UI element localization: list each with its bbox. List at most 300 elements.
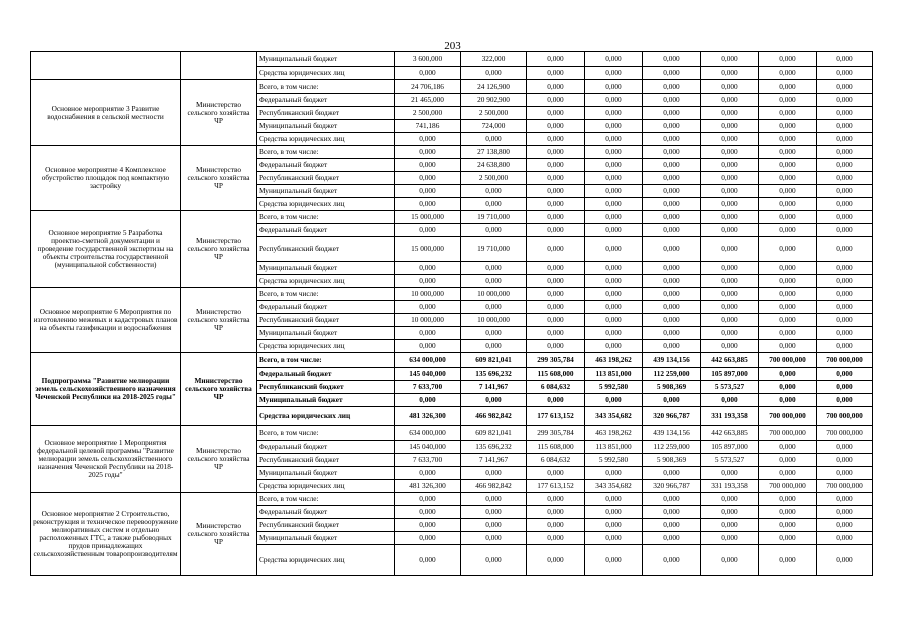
amount-cell: 0,000 <box>701 519 759 532</box>
amount-cell: 0,000 <box>461 506 527 519</box>
amount-cell: 0,000 <box>817 506 873 519</box>
amount-cell: 0,000 <box>817 159 873 172</box>
amount-cell: 7 633,700 <box>395 454 461 467</box>
funding-source-cell: Всего, в том числе: <box>257 353 395 368</box>
amount-cell: 0,000 <box>759 394 817 407</box>
funding-source-cell: Средства юридических лиц <box>257 340 395 353</box>
amount-cell: 0,000 <box>527 493 585 506</box>
amount-cell: 320 966,787 <box>643 407 701 426</box>
amount-cell: 0,000 <box>759 454 817 467</box>
amount-cell: 0,000 <box>701 107 759 120</box>
funding-source-cell: Республиканский бюджет <box>257 381 395 394</box>
amount-cell: 299 305,784 <box>527 426 585 441</box>
amount-cell: 0,000 <box>395 172 461 185</box>
amount-cell: 0,000 <box>643 262 701 275</box>
amount-cell: 115 608,000 <box>527 368 585 381</box>
amount-cell: 0,000 <box>701 532 759 545</box>
amount-cell: 0,000 <box>817 327 873 340</box>
amount-cell: 0,000 <box>817 107 873 120</box>
amount-cell: 0,000 <box>585 327 643 340</box>
amount-cell: 0,000 <box>395 532 461 545</box>
amount-cell: 0,000 <box>817 211 873 224</box>
amount-cell: 0,000 <box>759 467 817 480</box>
amount-cell: 609 821,041 <box>461 353 527 368</box>
amount-cell: 0,000 <box>817 198 873 211</box>
amount-cell: 0,000 <box>643 301 701 314</box>
funding-source-cell: Средства юридических лиц <box>257 275 395 288</box>
amount-cell: 0,000 <box>527 133 585 146</box>
amount-cell: 0,000 <box>585 172 643 185</box>
amount-cell: 0,000 <box>701 301 759 314</box>
executor-cell: Министерство сельского хозяйства ЧР <box>181 493 257 576</box>
amount-cell: 113 851,000 <box>585 368 643 381</box>
amount-cell: 0,000 <box>759 506 817 519</box>
amount-cell: 0,000 <box>759 159 817 172</box>
event-name-cell: Основное мероприятие 4 Комплексное обустройство площадок под компактную застройку <box>31 146 181 211</box>
amount-cell: 0,000 <box>527 146 585 159</box>
funding-source-cell: Муниципальный бюджет <box>257 532 395 545</box>
amount-cell: 0,000 <box>461 224 527 237</box>
funding-source-cell: Средства юридических лиц <box>257 198 395 211</box>
amount-cell: 0,000 <box>395 467 461 480</box>
executor-cell: Министерство сельского хозяйства ЧР <box>181 80 257 146</box>
amount-cell: 0,000 <box>817 133 873 146</box>
funding-source-cell: Всего, в том числе: <box>257 426 395 441</box>
amount-cell: 0,000 <box>395 394 461 407</box>
amount-cell: 0,000 <box>759 493 817 506</box>
amount-cell: 0,000 <box>585 493 643 506</box>
funding-source-cell: Федеральный бюджет <box>257 159 395 172</box>
amount-cell: 0,000 <box>759 237 817 262</box>
amount-cell: 0,000 <box>585 275 643 288</box>
amount-cell: 0,000 <box>759 172 817 185</box>
amount-cell: 0,000 <box>643 185 701 198</box>
funding-source-cell: Всего, в том числе: <box>257 146 395 159</box>
amount-cell: 0,000 <box>759 275 817 288</box>
amount-cell: 0,000 <box>461 545 527 576</box>
funding-source-cell: Республиканский бюджет <box>257 454 395 467</box>
amount-cell: 0,000 <box>817 519 873 532</box>
amount-cell: 0,000 <box>759 519 817 532</box>
amount-cell: 0,000 <box>585 107 643 120</box>
amount-cell: 0,000 <box>701 493 759 506</box>
amount-cell: 700 000,000 <box>759 407 817 426</box>
amount-cell: 0,000 <box>759 198 817 211</box>
amount-cell: 439 134,156 <box>643 353 701 368</box>
event-name-cell: Основное мероприятие 1 Мероприятия федеральной целевой программы "Развитие мелиорации земель сельскохозяйственного назначения Чеченской Республики на 2018-2025 годы" <box>31 426 181 493</box>
amount-cell: 105 897,000 <box>701 368 759 381</box>
amount-cell: 5 573,527 <box>701 381 759 394</box>
amount-cell: 0,000 <box>585 120 643 133</box>
amount-cell: 0,000 <box>701 327 759 340</box>
funding-source-cell: Муниципальный бюджет <box>257 327 395 340</box>
amount-cell: 0,000 <box>759 288 817 301</box>
amount-cell: 0,000 <box>461 67 527 80</box>
amount-cell: 0,000 <box>643 519 701 532</box>
amount-cell: 0,000 <box>395 224 461 237</box>
amount-cell: 0,000 <box>701 224 759 237</box>
amount-cell: 15 000,000 <box>395 237 461 262</box>
amount-cell: 0,000 <box>701 67 759 80</box>
table-row <box>31 353 873 368</box>
amount-cell: 0,000 <box>817 288 873 301</box>
amount-cell: 700 000,000 <box>759 480 817 493</box>
amount-cell: 0,000 <box>701 314 759 327</box>
amount-cell: 0,000 <box>585 133 643 146</box>
amount-cell: 0,000 <box>643 198 701 211</box>
amount-cell: 0,000 <box>527 172 585 185</box>
table-row <box>31 211 873 224</box>
funding-source-cell: Муниципальный бюджет <box>257 120 395 133</box>
amount-cell: 442 663,885 <box>701 353 759 368</box>
amount-cell: 21 465,000 <box>395 94 461 107</box>
amount-cell: 634 000,000 <box>395 426 461 441</box>
amount-cell: 0,000 <box>395 67 461 80</box>
amount-cell: 0,000 <box>527 80 585 94</box>
amount-cell: 5 908,369 <box>643 381 701 394</box>
amount-cell: 0,000 <box>701 394 759 407</box>
amount-cell: 0,000 <box>585 532 643 545</box>
amount-cell: 0,000 <box>643 394 701 407</box>
amount-cell: 19 710,000 <box>461 237 527 262</box>
funding-source-cell: Всего, в том числе: <box>257 493 395 506</box>
amount-cell: 0,000 <box>759 120 817 133</box>
amount-cell: 0,000 <box>461 198 527 211</box>
amount-cell: 0,000 <box>759 146 817 159</box>
amount-cell: 0,000 <box>701 288 759 301</box>
funding-source-cell: Муниципальный бюджет <box>257 52 395 67</box>
funding-source-cell: Республиканский бюджет <box>257 237 395 262</box>
amount-cell: 0,000 <box>759 94 817 107</box>
amount-cell: 145 040,000 <box>395 368 461 381</box>
amount-cell: 0,000 <box>585 262 643 275</box>
amount-cell: 0,000 <box>585 506 643 519</box>
executor-cell: Министерство сельского хозяйства ЧР <box>181 288 257 353</box>
amount-cell: 0,000 <box>395 146 461 159</box>
amount-cell: 24 638,800 <box>461 159 527 172</box>
amount-cell: 0,000 <box>643 340 701 353</box>
amount-cell: 0,000 <box>643 506 701 519</box>
funding-source-cell: Средства юридических лиц <box>257 407 395 426</box>
funding-source-cell: Федеральный бюджет <box>257 301 395 314</box>
amount-cell: 0,000 <box>585 211 643 224</box>
amount-cell: 0,000 <box>461 262 527 275</box>
amount-cell: 700 000,000 <box>759 426 817 441</box>
amount-cell: 0,000 <box>643 314 701 327</box>
amount-cell: 0,000 <box>527 314 585 327</box>
amount-cell: 7 633,700 <box>395 381 461 394</box>
amount-cell: 0,000 <box>395 545 461 576</box>
amount-cell: 0,000 <box>395 506 461 519</box>
amount-cell: 0,000 <box>701 133 759 146</box>
amount-cell: 0,000 <box>461 301 527 314</box>
amount-cell: 0,000 <box>527 262 585 275</box>
amount-cell: 0,000 <box>585 224 643 237</box>
amount-cell: 0,000 <box>643 493 701 506</box>
amount-cell: 145 040,000 <box>395 441 461 454</box>
amount-cell: 0,000 <box>527 519 585 532</box>
amount-cell: 0,000 <box>395 327 461 340</box>
amount-cell: 0,000 <box>817 545 873 576</box>
amount-cell: 0,000 <box>527 211 585 224</box>
funding-source-cell: Федеральный бюджет <box>257 368 395 381</box>
amount-cell: 0,000 <box>527 506 585 519</box>
amount-cell: 0,000 <box>585 301 643 314</box>
funding-source-cell: Средства юридических лиц <box>257 133 395 146</box>
amount-cell: 466 982,842 <box>461 407 527 426</box>
amount-cell: 15 000,000 <box>395 211 461 224</box>
amount-cell: 0,000 <box>461 467 527 480</box>
amount-cell: 463 198,262 <box>585 353 643 368</box>
amount-cell: 0,000 <box>643 146 701 159</box>
amount-cell: 0,000 <box>643 275 701 288</box>
amount-cell: 3 600,000 <box>395 52 461 67</box>
amount-cell: 0,000 <box>527 394 585 407</box>
amount-cell: 135 696,232 <box>461 368 527 381</box>
amount-cell: 112 259,000 <box>643 441 701 454</box>
amount-cell: 0,000 <box>817 340 873 353</box>
amount-cell: 0,000 <box>701 172 759 185</box>
amount-cell: 0,000 <box>701 467 759 480</box>
event-name-cell: Основное мероприятие 3 Развитие водоснабжения в сельской местности <box>31 80 181 146</box>
funding-source-cell: Федеральный бюджет <box>257 441 395 454</box>
amount-cell: 0,000 <box>643 120 701 133</box>
amount-cell: 0,000 <box>585 394 643 407</box>
amount-cell: 0,000 <box>759 314 817 327</box>
amount-cell: 0,000 <box>527 288 585 301</box>
amount-cell: 0,000 <box>585 519 643 532</box>
amount-cell: 0,000 <box>643 159 701 172</box>
amount-cell: 0,000 <box>527 107 585 120</box>
event-name-cell: Основное мероприятие 2 Строительство, реконструкция и техническое перевооружение мелиоративных систем и отдельно расположенных ГТС, а также рыбоводных прудов принадлежащих сельскохозяйственным товаропроизводителям <box>31 493 181 576</box>
amount-cell: 0,000 <box>643 94 701 107</box>
amount-cell: 24 126,900 <box>461 80 527 94</box>
amount-cell: 0,000 <box>701 275 759 288</box>
executor-cell: Министерство сельского хозяйства ЧР <box>181 146 257 211</box>
budget-table <box>30 51 873 576</box>
amount-cell: 0,000 <box>643 237 701 262</box>
amount-cell: 0,000 <box>527 52 585 67</box>
amount-cell: 0,000 <box>759 301 817 314</box>
amount-cell: 0,000 <box>527 340 585 353</box>
amount-cell: 0,000 <box>643 532 701 545</box>
amount-cell: 0,000 <box>701 185 759 198</box>
table-row <box>31 146 873 159</box>
amount-cell: 322,000 <box>461 52 527 67</box>
amount-cell: 0,000 <box>527 159 585 172</box>
amount-cell: 0,000 <box>395 519 461 532</box>
amount-cell: 700 000,000 <box>817 407 873 426</box>
amount-cell: 0,000 <box>759 532 817 545</box>
amount-cell: 0,000 <box>585 467 643 480</box>
table-row <box>31 52 873 67</box>
funding-source-cell: Средства юридических лиц <box>257 480 395 493</box>
amount-cell: 0,000 <box>643 224 701 237</box>
amount-cell: 0,000 <box>585 198 643 211</box>
amount-cell: 0,000 <box>817 172 873 185</box>
amount-cell: 0,000 <box>643 467 701 480</box>
amount-cell: 5 992,580 <box>585 381 643 394</box>
amount-cell: 609 821,041 <box>461 426 527 441</box>
amount-cell: 0,000 <box>395 262 461 275</box>
amount-cell: 0,000 <box>759 133 817 146</box>
amount-cell: 343 354,682 <box>585 480 643 493</box>
amount-cell: 0,000 <box>585 340 643 353</box>
table-row <box>31 493 873 506</box>
funding-source-cell: Муниципальный бюджет <box>257 467 395 480</box>
amount-cell: 0,000 <box>817 467 873 480</box>
table-row <box>31 426 873 441</box>
amount-cell: 700 000,000 <box>817 426 873 441</box>
event-name-cell: Подпрограмма "Развитие мелиорации земель сельскохозяйственного назначения Чеченской Республики на 2018-2025 годы" <box>31 353 181 426</box>
amount-cell: 0,000 <box>461 185 527 198</box>
amount-cell: 724,000 <box>461 120 527 133</box>
funding-source-cell: Республиканский бюджет <box>257 172 395 185</box>
amount-cell: 0,000 <box>461 493 527 506</box>
amount-cell: 0,000 <box>527 301 585 314</box>
executor-cell <box>181 52 257 80</box>
amount-cell: 0,000 <box>817 493 873 506</box>
amount-cell: 700 000,000 <box>817 353 873 368</box>
amount-cell: 463 198,262 <box>585 426 643 441</box>
amount-cell: 0,000 <box>461 327 527 340</box>
amount-cell: 466 982,842 <box>461 480 527 493</box>
amount-cell: 442 663,885 <box>701 426 759 441</box>
funding-source-cell: Федеральный бюджет <box>257 506 395 519</box>
funding-source-cell: Республиканский бюджет <box>257 314 395 327</box>
amount-cell: 0,000 <box>585 159 643 172</box>
amount-cell: 0,000 <box>585 545 643 576</box>
amount-cell: 481 326,300 <box>395 407 461 426</box>
amount-cell: 0,000 <box>643 80 701 94</box>
amount-cell: 320 966,787 <box>643 480 701 493</box>
amount-cell: 113 851,000 <box>585 441 643 454</box>
amount-cell: 0,000 <box>817 454 873 467</box>
amount-cell: 0,000 <box>817 67 873 80</box>
amount-cell: 0,000 <box>643 133 701 146</box>
amount-cell: 112 259,000 <box>643 368 701 381</box>
executor-cell: Министерство сельского хозяйства ЧР <box>181 211 257 288</box>
amount-cell: 0,000 <box>395 198 461 211</box>
amount-cell: 0,000 <box>759 80 817 94</box>
amount-cell: 0,000 <box>701 198 759 211</box>
amount-cell: 6 084,632 <box>527 381 585 394</box>
executor-cell: Министерство сельского хозяйства ЧР <box>181 426 257 493</box>
amount-cell: 0,000 <box>817 80 873 94</box>
amount-cell: 0,000 <box>817 532 873 545</box>
amount-cell: 0,000 <box>585 237 643 262</box>
amount-cell: 24 706,186 <box>395 80 461 94</box>
amount-cell: 0,000 <box>395 275 461 288</box>
amount-cell: 0,000 <box>817 120 873 133</box>
amount-cell: 343 354,682 <box>585 407 643 426</box>
amount-cell: 0,000 <box>461 532 527 545</box>
amount-cell: 0,000 <box>527 275 585 288</box>
amount-cell: 0,000 <box>643 288 701 301</box>
amount-cell: 2 500,000 <box>461 107 527 120</box>
amount-cell: 177 613,152 <box>527 407 585 426</box>
amount-cell: 0,000 <box>759 211 817 224</box>
amount-cell: 0,000 <box>817 275 873 288</box>
event-name-cell: Основное мероприятие 5 Разработка проектно-сметной документации и проведение государственной экспертизы на объекты строительства государственной (муниципальной собственности) <box>31 211 181 288</box>
amount-cell: 0,000 <box>817 314 873 327</box>
amount-cell: 19 710,000 <box>461 211 527 224</box>
table-row <box>31 288 873 301</box>
amount-cell: 0,000 <box>701 211 759 224</box>
amount-cell: 0,000 <box>585 146 643 159</box>
funding-source-cell: Всего, в том числе: <box>257 288 395 301</box>
amount-cell: 0,000 <box>817 441 873 454</box>
amount-cell: 0,000 <box>759 52 817 67</box>
funding-source-cell: Всего, в том числе: <box>257 211 395 224</box>
amount-cell: 0,000 <box>759 185 817 198</box>
amount-cell: 0,000 <box>643 211 701 224</box>
amount-cell: 0,000 <box>395 493 461 506</box>
amount-cell: 331 193,358 <box>701 480 759 493</box>
amount-cell: 27 138,800 <box>461 146 527 159</box>
amount-cell: 0,000 <box>643 107 701 120</box>
amount-cell: 0,000 <box>701 545 759 576</box>
amount-cell: 0,000 <box>701 262 759 275</box>
amount-cell: 0,000 <box>817 52 873 67</box>
amount-cell: 20 902,900 <box>461 94 527 107</box>
amount-cell: 700 000,000 <box>817 480 873 493</box>
funding-source-cell: Федеральный бюджет <box>257 94 395 107</box>
amount-cell: 0,000 <box>585 94 643 107</box>
amount-cell: 10 000,000 <box>395 314 461 327</box>
amount-cell: 0,000 <box>701 94 759 107</box>
amount-cell: 0,000 <box>527 67 585 80</box>
amount-cell: 5 908,369 <box>643 454 701 467</box>
page-number: 203 <box>444 40 461 52</box>
amount-cell: 0,000 <box>395 133 461 146</box>
event-name-cell: Основное мероприятие 6 Мероприятия по изготовлению межевых и кадастровых планов на объекты газификации и водоснабжения <box>31 288 181 353</box>
amount-cell: 0,000 <box>817 94 873 107</box>
amount-cell: 0,000 <box>759 340 817 353</box>
amount-cell: 0,000 <box>585 288 643 301</box>
amount-cell: 0,000 <box>585 80 643 94</box>
amount-cell: 0,000 <box>701 146 759 159</box>
amount-cell: 0,000 <box>701 159 759 172</box>
amount-cell: 0,000 <box>585 185 643 198</box>
amount-cell: 0,000 <box>527 120 585 133</box>
amount-cell: 0,000 <box>643 67 701 80</box>
amount-cell: 0,000 <box>817 146 873 159</box>
amount-cell: 0,000 <box>817 224 873 237</box>
amount-cell: 0,000 <box>643 52 701 67</box>
amount-cell: 0,000 <box>461 394 527 407</box>
amount-cell: 0,000 <box>759 368 817 381</box>
amount-cell: 0,000 <box>759 224 817 237</box>
amount-cell: 10 000,000 <box>461 288 527 301</box>
amount-cell: 0,000 <box>585 314 643 327</box>
amount-cell: 481 326,300 <box>395 480 461 493</box>
amount-cell: 0,000 <box>527 532 585 545</box>
funding-source-cell: Всего, в том числе: <box>257 80 395 94</box>
amount-cell: 135 696,232 <box>461 441 527 454</box>
amount-cell: 0,000 <box>759 441 817 454</box>
amount-cell: 0,000 <box>701 237 759 262</box>
amount-cell: 0,000 <box>817 185 873 198</box>
amount-cell: 299 305,784 <box>527 353 585 368</box>
amount-cell: 10 000,000 <box>395 288 461 301</box>
amount-cell: 10 000,000 <box>461 314 527 327</box>
funding-source-cell: Республиканский бюджет <box>257 519 395 532</box>
amount-cell: 6 084,632 <box>527 454 585 467</box>
amount-cell: 5 573,527 <box>701 454 759 467</box>
funding-source-cell: Муниципальный бюджет <box>257 394 395 407</box>
amount-cell: 741,186 <box>395 120 461 133</box>
